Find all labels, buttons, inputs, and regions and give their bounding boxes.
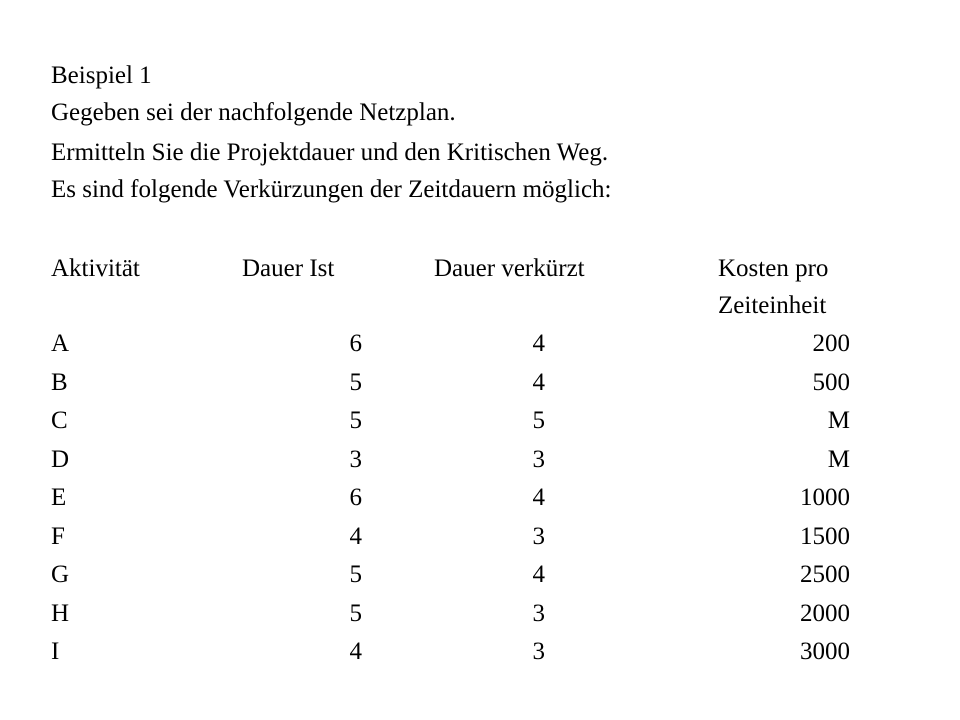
- header-duration-actual: Dauer Ist: [242, 255, 335, 282]
- cell-duration-shortened: 4: [532, 484, 545, 511]
- cell-cost-per-unit: 500: [812, 369, 850, 396]
- cell-cost-per-unit: M: [827, 446, 850, 473]
- exercise-title: Beispiel 1: [51, 62, 152, 89]
- cell-cost-per-unit: 200: [812, 330, 850, 357]
- header-cost-line-1: Kosten pro: [718, 255, 829, 282]
- cell-cost-per-unit: 1500: [800, 523, 850, 550]
- intro-line-1: Gegeben sei der nachfolgende Netzplan.: [51, 99, 456, 126]
- cell-duration-shortened: 5: [532, 407, 545, 434]
- intro-line-2: Ermitteln Sie die Projektdauer und den Kritischen Weg.: [51, 139, 609, 166]
- cell-duration-shortened: 4: [532, 369, 545, 396]
- cell-activity: B: [51, 369, 68, 396]
- cell-activity: C: [51, 407, 68, 434]
- intro-line-3: Es sind folgende Verkürzungen der Zeitdauern möglich:: [51, 176, 612, 203]
- cell-activity: D: [51, 446, 70, 473]
- cell-duration-shortened: 3: [532, 446, 545, 473]
- cell-duration-shortened: 4: [532, 330, 545, 357]
- cell-activity: H: [51, 600, 70, 627]
- cell-duration-actual: 3: [349, 446, 362, 473]
- header-duration-shortened: Dauer verkürzt: [434, 255, 585, 282]
- cell-duration-actual: 6: [349, 330, 362, 357]
- cell-duration-actual: 4: [349, 523, 362, 550]
- header-cost-line-2: Zeiteinheit: [718, 292, 827, 319]
- cell-duration-shortened: 3: [532, 523, 545, 550]
- cell-activity: I: [51, 638, 60, 665]
- cell-duration-actual: 4: [349, 638, 362, 665]
- cell-cost-per-unit: 3000: [800, 638, 850, 665]
- cell-duration-shortened: 3: [532, 600, 545, 627]
- cell-duration-actual: 5: [349, 407, 362, 434]
- cell-duration-actual: 5: [349, 369, 362, 396]
- header-activity: Aktivität: [51, 255, 140, 282]
- cell-duration-shortened: 3: [532, 638, 545, 665]
- cell-activity: F: [51, 523, 65, 550]
- cell-cost-per-unit: 2000: [800, 600, 850, 627]
- cell-cost-per-unit: M: [827, 407, 850, 434]
- cell-cost-per-unit: 1000: [800, 484, 850, 511]
- cell-duration-actual: 6: [349, 484, 362, 511]
- cell-cost-per-unit: 2500: [800, 561, 850, 588]
- cell-activity: G: [51, 561, 70, 588]
- cell-duration-shortened: 4: [532, 561, 545, 588]
- cell-duration-actual: 5: [349, 561, 362, 588]
- cell-duration-actual: 5: [349, 600, 362, 627]
- cell-activity: E: [51, 484, 67, 511]
- cell-activity: A: [51, 330, 70, 357]
